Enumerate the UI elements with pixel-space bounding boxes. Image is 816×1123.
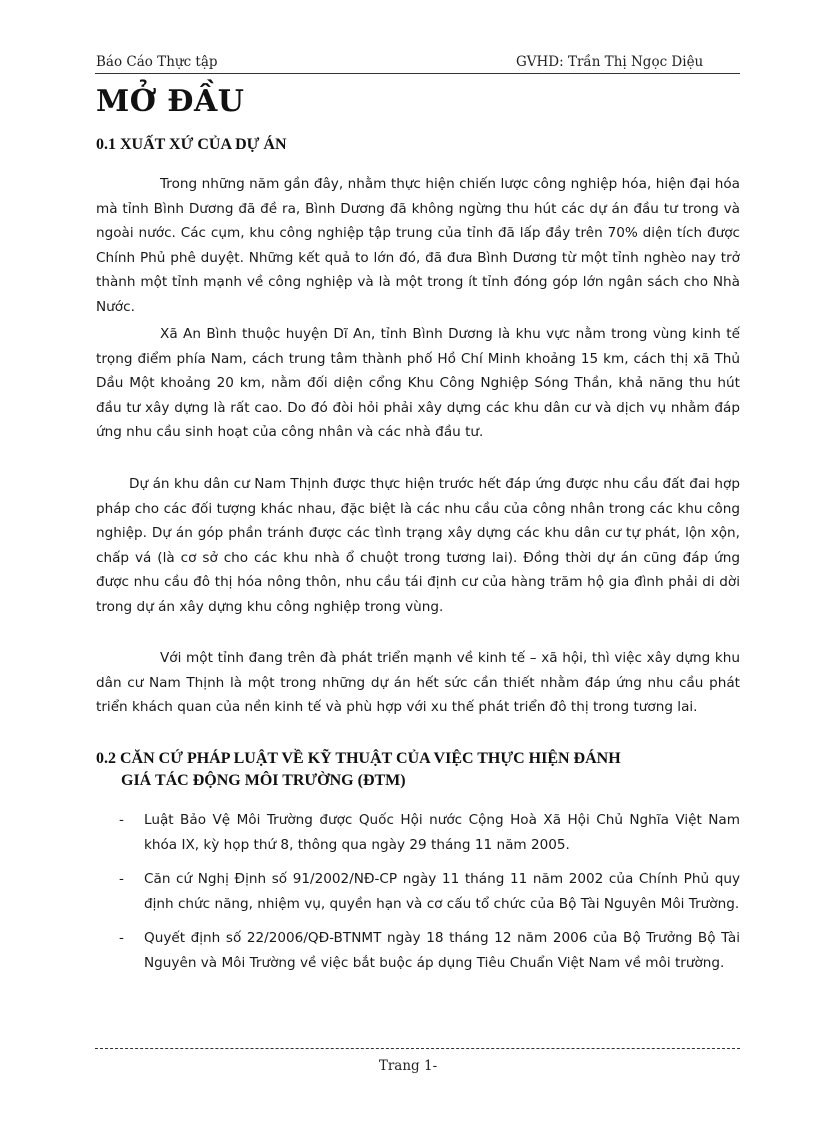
list-item xyxy=(96,867,740,916)
paragraph-1: Trong những năm gần đây, nhằm thực hiện chiến lược công nghiệp hóa, hiện đại hóa mà tỉnh Bình Dương đã đề ra, Bình Dương đã không ngừng thu hút các dự án đầu tư trong và ngoài nước. Các cụm, khu công nghiệp tập trung của tỉnh đã lấp đầy trên 70% diện tích được Chính Phủ phê duyệt. Những kết quả to lớn đó, đã đưa Bình Dương từ một tỉnh nghèo nay trở thành một tỉnh mạnh về công nghiệp và là một trong ít tỉnh đóng góp lớn ngân sách cho Nhà Nước. xyxy=(96,176,740,315)
header-report-title: Báo Cáo Thực tập xyxy=(96,54,218,70)
paragraph-2: Xã An Bình thuộc huyện Dĩ An, tỉnh Bình Dương là khu vực nằm trong vùng kinh tế trọng điểm phía Nam, cách trung tâm thành phố Hồ Chí Minh khoảng 15 km, cách thị xã Thủ Dầu Một khoảng 20 km, nằm đối diện cổng Khu Công Nghiệp Sóng Thần, khả năng thu hút đầu tư xây dựng là rất cao. Do đó đòi hỏi phải xây dựng các khu dân cư và dịch vụ nhằm đáp ứng nhu cầu sinh hoạt của công nhân và các nhà đầu tư. xyxy=(96,326,740,440)
paragraph-3: Dự án khu dân cư Nam Thịnh được thực hiện trước hết đáp ứng được nhu cầu đất đai hợp pháp cho các đối tượng khác nhau, đặc biệt là các nhu cầu của công nhân trong các khu công nghiệp. Dự án góp phần tránh được các tình trạng xây dựng các khu dân cư tự phát, lộn xộn, chấp vá (là cơ sở cho các khu nhà ổ chuột trong tương lai). Đồng thời dự án cũng đáp ứng được nhu cầu đô thị hóa nông thôn, nhu cầu tái định cư của hàng trăm hộ gia đình phải di dời trong dự án xây dựng khu công nghiệp trong vùng. xyxy=(96,476,740,615)
section-heading-origin: 0.1 XUẤT XỨ CỦA DỰ ÁN xyxy=(96,136,287,153)
list-item-text: Quyết định số 22/2006/QĐ-BTNMT ngày 18 tháng 12 năm 2006 của Bộ Trưởng Bộ Tài Nguyên và Môi Trường về việc bắt buộc áp dụng Tiêu Chuẩn Việt Nam về môi trường. xyxy=(144,930,740,971)
list-item-text: Luật Bảo Vệ Môi Trường được Quốc Hội nước Cộng Hoà Xã Hội Chủ Nghĩa Việt Nam khóa IX, kỳ họp thứ 8, thông qua ngày 29 tháng 11 năm 2005. xyxy=(144,812,740,853)
list-item xyxy=(96,808,740,857)
section-heading-legal-basis xyxy=(96,748,740,792)
footer-divider xyxy=(95,1048,740,1049)
paragraph-4: Với một tỉnh đang trên đà phát triển mạnh về kinh tế – xã hội, thì việc xây dựng khu dân cư Nam Thịnh là một trong những dự án hết sức cần thiết nhằm đáp ứng nhu cầu phát triển khách quan của nền kinh tế và phù hợp với xu thế phát triển đô thị trong tương lai. xyxy=(96,650,740,715)
page-title: MỞ ĐẦU xyxy=(96,84,245,119)
section-heading-legal-basis-line1: 0.2 CĂN CỨ PHÁP LUẬT VỀ KỸ THUẬT CỦA VIỆC THỰC HIỆN ĐÁNH xyxy=(96,750,621,767)
bullet-marker: - xyxy=(119,812,124,828)
page-number: Trang 1- xyxy=(378,1058,438,1074)
bullet-marker: - xyxy=(119,871,124,887)
header-divider xyxy=(95,73,740,74)
legal-basis-list xyxy=(96,808,740,985)
bullet-marker: - xyxy=(119,930,124,946)
list-item-text: Căn cứ Nghị Định số 91/2002/NĐ-CP ngày 11 tháng 11 năm 2002 của Chính Phủ quy định chức năng, nhiệm vụ, quyền hạn và cơ cấu tổ chức của Bộ Tài Nguyên Môi Trường. xyxy=(144,871,740,912)
section-heading-legal-basis-line2: GIÁ TÁC ĐỘNG MÔI TRƯỜNG (ĐTM) xyxy=(121,772,406,789)
list-item xyxy=(96,926,740,975)
header-supervisor: GVHD: Trần Thị Ngọc Diệu xyxy=(516,54,704,70)
page-header xyxy=(95,52,740,74)
